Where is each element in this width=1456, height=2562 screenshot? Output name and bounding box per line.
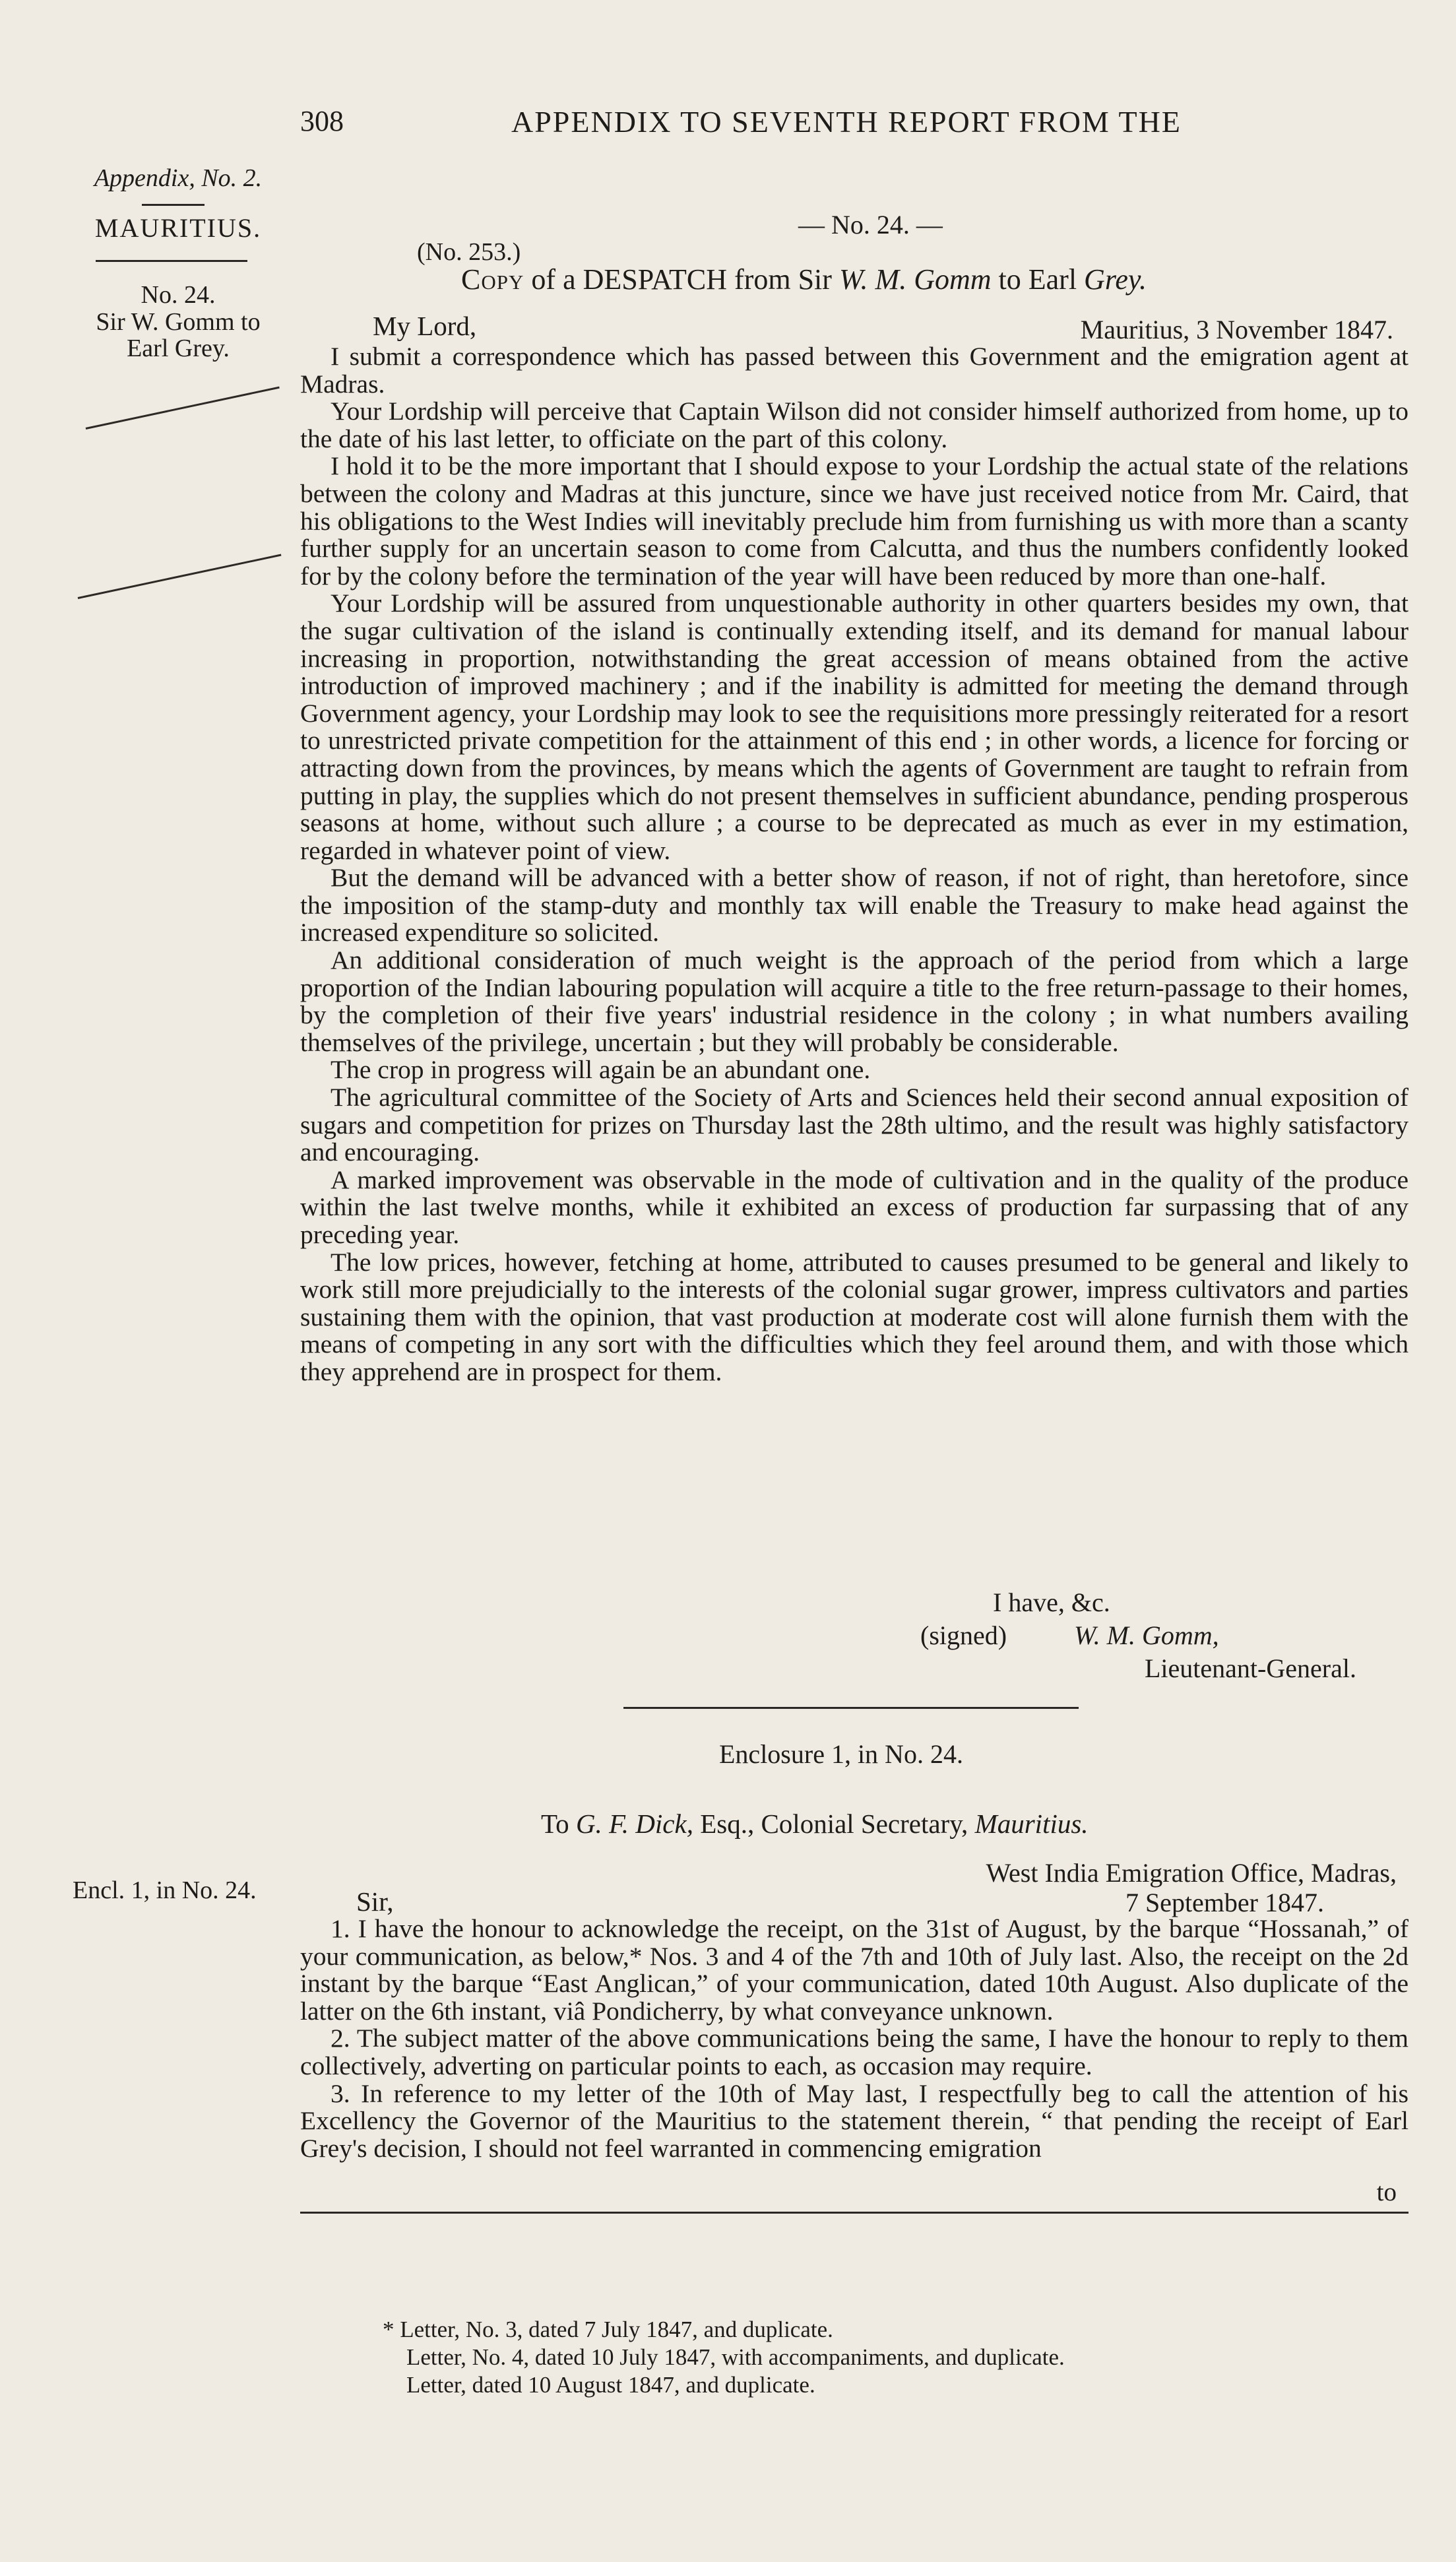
footnote-rule — [300, 2212, 1409, 2214]
signed-label: (signed) — [920, 1620, 1007, 1650]
addressee-place: Mauritius. — [974, 1809, 1089, 1839]
title-author: W. M. Gomm — [839, 263, 992, 296]
despatch-dateline: Mauritius, 3 November 1847. — [1080, 315, 1393, 344]
page-number: 308 — [300, 105, 344, 137]
addressee-title: Esq., Colonial Secretary, — [700, 1809, 968, 1839]
footnotes — [383, 2316, 1065, 2399]
enclosure-body — [300, 1915, 1409, 2162]
title-middle: of a DESPATCH from Sir — [531, 263, 832, 296]
enclosure-date: 7 September 1847. — [1125, 1888, 1324, 1917]
margin-enclosure-note: Encl. 1, in No. 24. — [73, 1876, 257, 1904]
margin-subject-line-1: Sir W. Gomm to — [96, 308, 261, 336]
margin-rule — [96, 260, 247, 262]
despatch-salutation: My Lord, — [373, 311, 477, 341]
enclosure-addressee — [541, 1808, 1089, 1840]
addressee-name: G. F. Dick, — [575, 1809, 693, 1839]
enclosure-office: West India Emigration Office, Madras, — [986, 1858, 1397, 1888]
despatch-paragraph: Your Lordship will perceive that Captain Wilson did not consider himself authorized from home, up to the date of his last letter, to officiate on the part of this colony. — [300, 397, 1409, 453]
enclosure-paragraph: 3. In reference to my letter of the 10th of May last, I respectfully beg to call the attention of his Excellency the Governor of the Mauritius to the statement therein, “ that pending the receipt of Earl Grey's decision, I should not feel warranted in commencing emigration — [300, 2078, 1409, 2163]
despatch-paragraph: The crop in progress will again be an abundant one. — [331, 1055, 871, 1085]
despatch-closing: I have, &c. — [993, 1587, 1110, 1617]
title-to: to Earl — [998, 263, 1077, 296]
despatch-sub-number: (No. 253.) — [417, 238, 521, 266]
despatch-number-heading: — No. 24. — — [798, 210, 943, 240]
enclosure-salutation: Sir, — [356, 1886, 394, 1917]
despatch-paragraph: I hold it to be the more important that I should expose to your Lordship the actual state of the relations between the colony and Madras at this juncture, since we have just received notice from Mr. Caird, that his obligations to the West Indies will inevitably preclude him from furnishing us with more than a scanty further supply for an uncertain season to come from Calcutta, and thus the numbers confidently looked for by the colony before the termination of the year will have been reduced by more than one-half. — [300, 451, 1409, 591]
signatory-rank: Lieutenant-General. — [1145, 1653, 1356, 1683]
despatch-title — [0, 263, 1456, 296]
pen-stroke-mark — [86, 387, 280, 430]
margin-document-number: No. 24. — [141, 281, 216, 309]
despatch-paragraph: I submit a correspondence which has passed between this Government and the emigration agent at Madras. — [300, 342, 1409, 399]
catchword: to — [1376, 2178, 1397, 2206]
footnote: Letter, dated 10 August 1847, and duplicate. — [406, 2372, 815, 2398]
footnote: * Letter, No. 3, dated 7 July 1847, and duplicate. — [383, 2317, 833, 2342]
despatch-paragraph: The agricultural committee of the Society of Arts and Sciences held their second annual exposition of sugars and competition for prizes on Thursday last the 28th ultimo, and the result was highly satisfactory and encouraging. — [300, 1083, 1409, 1167]
margin-appendix-label: Appendix, No. 2. — [94, 164, 263, 192]
enclosure-heading: Enclosure 1, in No. 24. — [719, 1739, 963, 1769]
despatch-paragraph: But the demand will be advanced with a better show of reason, if not of right, than heretofore, since the imposition of the stamp-duty and monthly tax will enable the Treasury to make head against the increased expenditure so solicited. — [300, 863, 1409, 947]
running-title: APPENDIX TO SEVENTH REPORT FROM THE — [511, 105, 1182, 139]
pen-stroke-mark — [78, 554, 282, 599]
title-prefix: Copy — [461, 263, 524, 296]
despatch-paragraph: An additional consideration of much weight is the approach of the period from which a large proportion of the Indian labouring population will acquire a title to the free return-passage to their homes, by the completion of their five years' industrial residence in the colony ; in what numbers availing themselves of the privilege, uncertain ; but they will probably be considerable. — [300, 945, 1409, 1057]
title-recipient: Grey. — [1084, 263, 1147, 296]
section-divider — [623, 1707, 1079, 1709]
despatch-paragraph: Your Lordship will be assured from unquestionable authority in other quarters besides my own, that the sugar cultivation of the island is continually extending itself, and its demand for manual labour increasing in proportion, notwithstanding the great accession of means obtained from the active introduction of improved machinery ; and if the inability is admitted for meeting the demand through Government agency, your Lordship may look to see the requisitions more pressingly reiterated for a resort to unrestricted private competition for the attainment of this end ; in other words, a licence for forcing or attracting down from the provinces, by means which the agents of Government are taught to refrain from putting in play, the supplies which do not present themselves in sufficient abundance, pending prosperous seasons at home, without such allure ; a course to be deprecated as much as ever in my estimation, regarded in whatever point of view. — [300, 589, 1409, 865]
enclosure-paragraph: 1. I have the honour to acknowledge the receipt, on the 31st of August, by the barque “Hossanah,” of your communication, as below,* Nos. 3 and 4 of the 7th and 10th of July last. Also, the receipt on the 2d instant by the barque “East Anglican,” of your communication, dated 10th August. Also duplicate of the latter on the 6th instant, viâ Pondicherry, by what conveyance unknown. — [300, 1914, 1409, 2026]
despatch-paragraph: A marked improvement was observable in the mode of cultivation and in the quality of the produce within the last twelve months, while it exhibited an excess of production far surpassing that of any preceding year. — [300, 1165, 1409, 1249]
addressee-prefix: To — [541, 1809, 569, 1839]
despatch-paragraph: The low prices, however, fetching at home, attributed to causes presumed to be general and likely to work still more prejudicially to the interests of the colonial sugar grower, impress cultivators and parties sustaining them with the opinion, that vast production at moderate cost will alone furnish them with the means of competing in any sort with the difficulties which they feel around them, and with those which they apprehend are in prospect for them. — [300, 1247, 1409, 1386]
signature: W. M. Gomm, — [1074, 1620, 1219, 1650]
margin-document-subject — [66, 309, 290, 362]
margin-rule — [142, 204, 205, 206]
enclosure-paragraph: 2. The subject matter of the above communications being the same, I have the honour to reply to them collectively, adverting on particular points to each, as occasion may require. — [300, 2024, 1409, 2080]
despatch-body — [300, 343, 1409, 1386]
footnote: Letter, No. 4, dated 10 July 1847, with accompaniments, and duplicate. — [406, 2344, 1065, 2370]
margin-country-label: MAURITIUS. — [94, 213, 262, 243]
margin-subject-line-2: Earl Grey. — [127, 335, 230, 362]
running-head — [300, 99, 1422, 145]
